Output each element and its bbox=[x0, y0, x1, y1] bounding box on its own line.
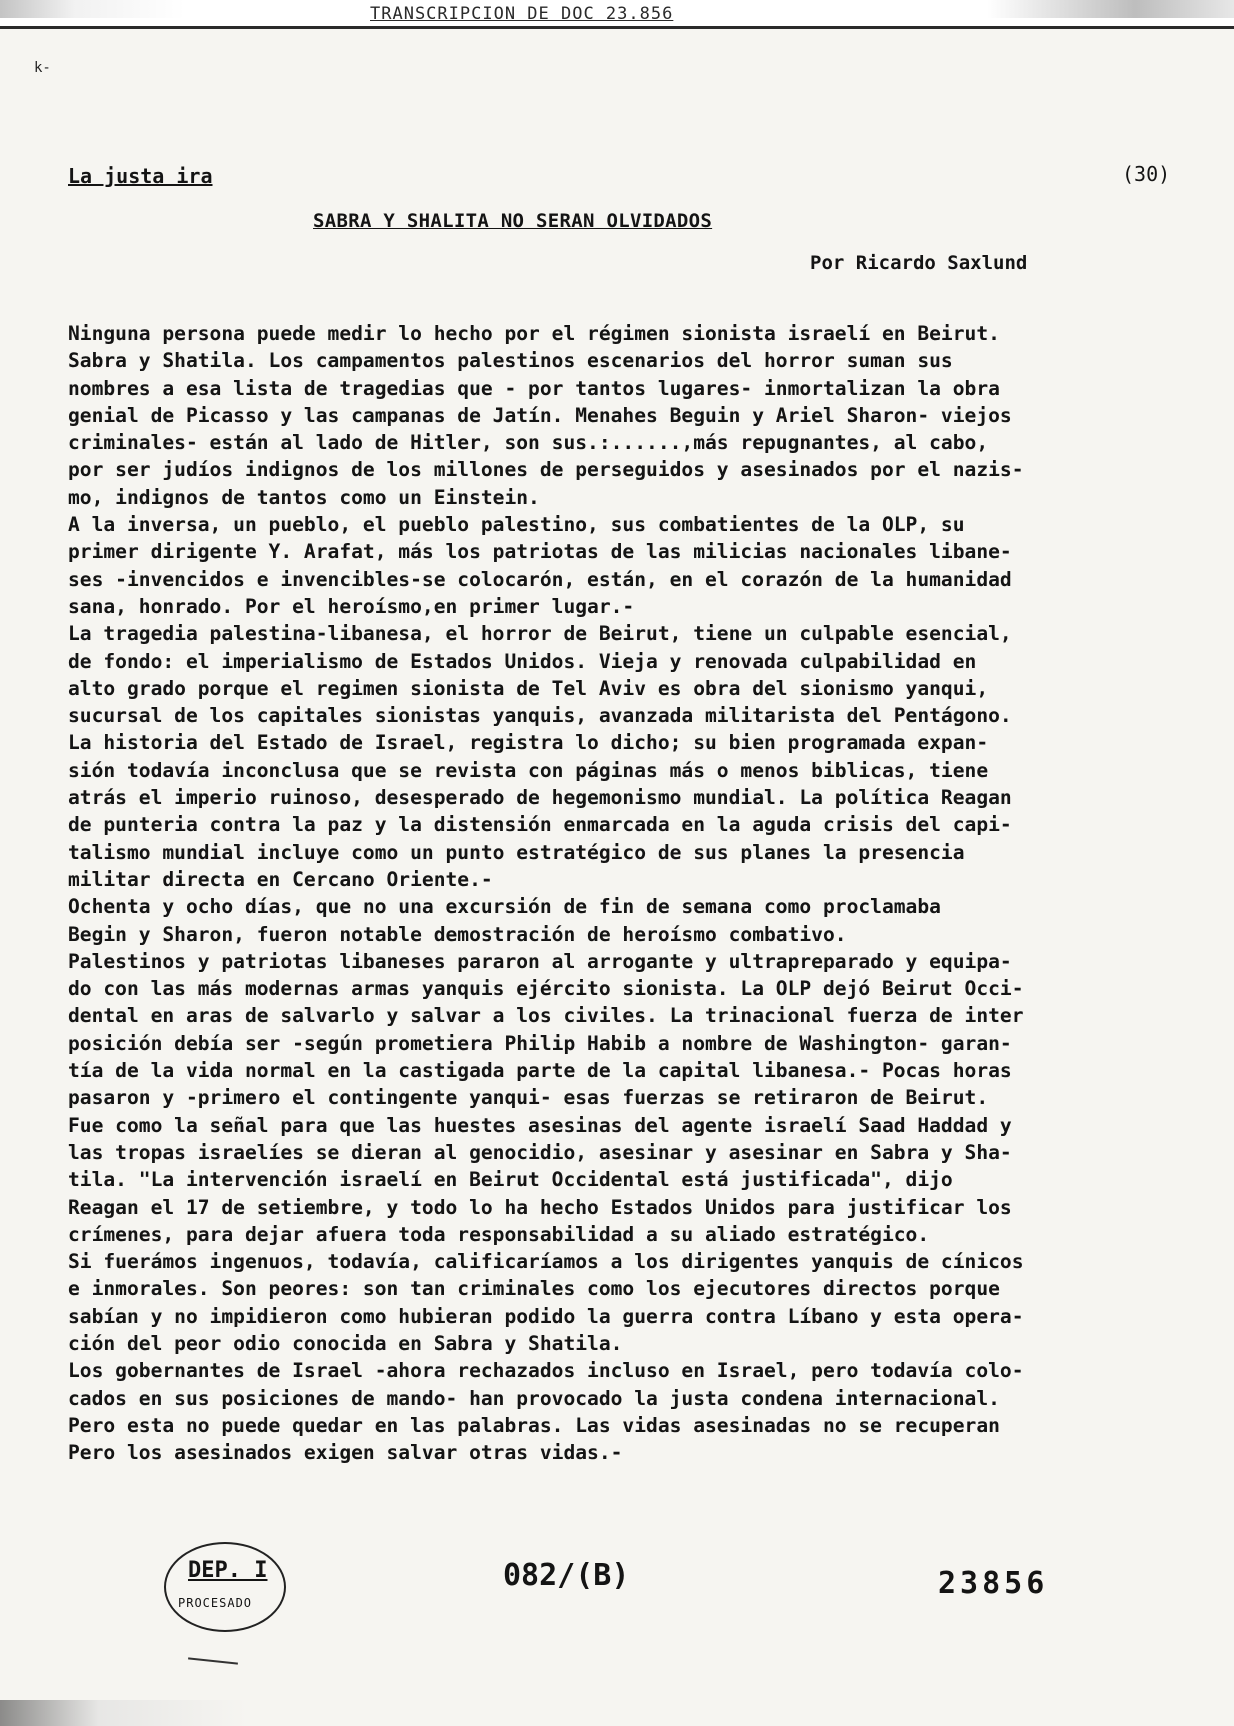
body-line: e inmorales. Son peores: son tan criminales como los ejecutores directos porque bbox=[68, 1277, 1000, 1301]
body-line: Sabra y Shatila. Los campamentos palestinos escenarios del horror suman sus bbox=[68, 349, 953, 373]
body-line: nombres a esa lista de tragedias que - por tantos lugares- inmortalizan la obra bbox=[68, 376, 1000, 400]
article-body bbox=[68, 320, 1220, 1466]
body-line: Pero los asesinados exigen salvar otras vidas.- bbox=[68, 1441, 623, 1465]
body-line: talismo mundial incluye como un punto estratégico de sus planes la presencia bbox=[68, 840, 965, 864]
body-line: sabían y no impidieron como hubieran podido la guerra contra Líbano y esta opera- bbox=[68, 1304, 1024, 1328]
document-number: 23856 bbox=[938, 1566, 1049, 1601]
body-line: Ninguna persona puede medir lo hecho por el régimen sionista israelí en Beirut. bbox=[68, 322, 1000, 345]
body-line: tía de la vida normal en la castigada parte de la capital libanesa.- Pocas horas bbox=[68, 1059, 1012, 1083]
body-line: Begin y Sharon, fueron notable demostración de heroísmo combativo. bbox=[68, 922, 847, 946]
body-line: crímenes, para dejar afuera toda responsabilidad a su aliado estratégico. bbox=[68, 1222, 930, 1246]
body-line: ses -invencidos e invencibles-se colocarón, están, en el corazón de la humanidad bbox=[68, 567, 1012, 591]
body-line: A la inversa, un pueblo, el pueblo palestino, sus combatientes de la OLP, su bbox=[68, 513, 965, 537]
body-line: tila. "La intervención israelí en Beirut Occidental está justificada", dijo bbox=[68, 1168, 953, 1192]
margin-mark: k- bbox=[34, 60, 51, 76]
body-line: La historia del Estado de Israel, registra lo dicho; su bien programada expan- bbox=[68, 731, 989, 755]
body-line: Ochenta y ocho días, que no una excursión de fin de semana como proclamaba bbox=[68, 895, 941, 919]
page-code: (30) bbox=[1122, 162, 1171, 186]
article-title: SABRA Y SHALITA NO SERAN OLVIDADOS bbox=[313, 210, 713, 232]
body-line: cados en sus posiciones de mando- han provocado la justa condena internacional. bbox=[68, 1386, 1000, 1410]
body-line: las tropas israelíes se dieran al genocidio, asesinar y asesinar en Sabra y Sha- bbox=[68, 1140, 1012, 1164]
body-line: La tragedia palestina-libanesa, el horror de Beirut, tiene un culpable esencial, bbox=[68, 622, 1012, 646]
department-stamp bbox=[164, 1542, 286, 1632]
body-line: criminales- están al lado de Hitler, son sus.:......,más repugnantes, al cabo, bbox=[68, 431, 989, 455]
body-line: alto grado porque el regimen sionista de Tel Aviv es obra del sionismo yanqui, bbox=[68, 676, 989, 700]
body-line: Reagan el 17 de setiembre, y todo lo ha hecho Estados Unidos para justificar los bbox=[68, 1195, 1012, 1219]
folio-number: 082/(B) bbox=[503, 1558, 630, 1593]
body-line: Los gobernantes de Israel -ahora rechazados incluso en Israel, pero todavía colo- bbox=[68, 1359, 1024, 1383]
scan-bottom-edge bbox=[0, 1700, 1234, 1726]
body-line: genial de Picasso y las campanas de Jatín. Menahes Beguin y Ariel Sharon- viejos bbox=[68, 403, 1012, 427]
stamp-department: DEP. I bbox=[188, 1558, 268, 1583]
body-line: mo, indignos de tantos como un Einstein. bbox=[68, 485, 540, 509]
body-line: sucursal de los capitales sionistas yanquis, avanzada militarista del Pentágono. bbox=[68, 704, 1012, 728]
body-line: do con las más modernas armas yanquis ejército sionista. La OLP dejó Beirut Occi- bbox=[68, 977, 1024, 1001]
body-line: ción del peor odio conocida en Sabra y Shatila. bbox=[68, 1331, 623, 1355]
body-line: militar directa en Cercano Oriente.- bbox=[68, 867, 493, 891]
body-line: Si fuerámos ingenuos, todavía, calificaríamos a los dirigentes yanquis de cínicos bbox=[68, 1250, 1024, 1274]
body-line: posición debía ser -según prometiera Philip Habib a nombre de Washington- garan- bbox=[68, 1031, 1012, 1055]
body-line: Fue como la señal para que las huestes asesinas del agente israelí Saad Haddad y bbox=[68, 1113, 1012, 1137]
body-line: dental en aras de salvarlo y salvar a los civiles. La trinacional fuerza de inter bbox=[68, 1004, 1024, 1028]
body-line: de fondo: el imperialismo de Estados Unidos. Vieja y renovada culpabilidad en bbox=[68, 649, 977, 673]
body-line: primer dirigente Y. Arafat, más los patriotas de las milicias nacionales libane- bbox=[68, 540, 1012, 564]
byline: Por Ricardo Saxlund bbox=[810, 252, 1028, 274]
section-label: La justa ira bbox=[68, 164, 213, 188]
body-line: por ser judíos indignos de los millones de perseguidos y asesinados por el nazis- bbox=[68, 458, 1024, 482]
body-line: sana, honrado. Por el heroísmo,en primer lugar.- bbox=[68, 594, 635, 618]
body-line: de punteria contra la paz y la distensión enmarcada en la aguda crisis del capi- bbox=[68, 813, 1012, 837]
body-line: atrás el imperio ruinoso, desesperado de hegemonismo mundial. La política Reagan bbox=[68, 786, 1012, 810]
pen-mark bbox=[188, 1657, 238, 1664]
transcription-header: TRANSCRIPCION DE DOC 23.856 bbox=[370, 4, 674, 24]
stamp-processed: PROCESADO bbox=[178, 1596, 253, 1610]
body-line: Palestinos y patriotas libaneses pararon al arrogante y ultrapreparado y equipa- bbox=[68, 949, 1012, 973]
body-line: sión todavía inconclusa que se revista con páginas más o menos biblicas, tiene bbox=[68, 758, 989, 782]
body-line: pasaron y -primero el contingente yanqui- esas fuerzas se retiraron de Beirut. bbox=[68, 1086, 989, 1110]
body-line: Pero esta no puede quedar en las palabras. Las vidas asesinadas no se recuperan bbox=[68, 1413, 1000, 1437]
